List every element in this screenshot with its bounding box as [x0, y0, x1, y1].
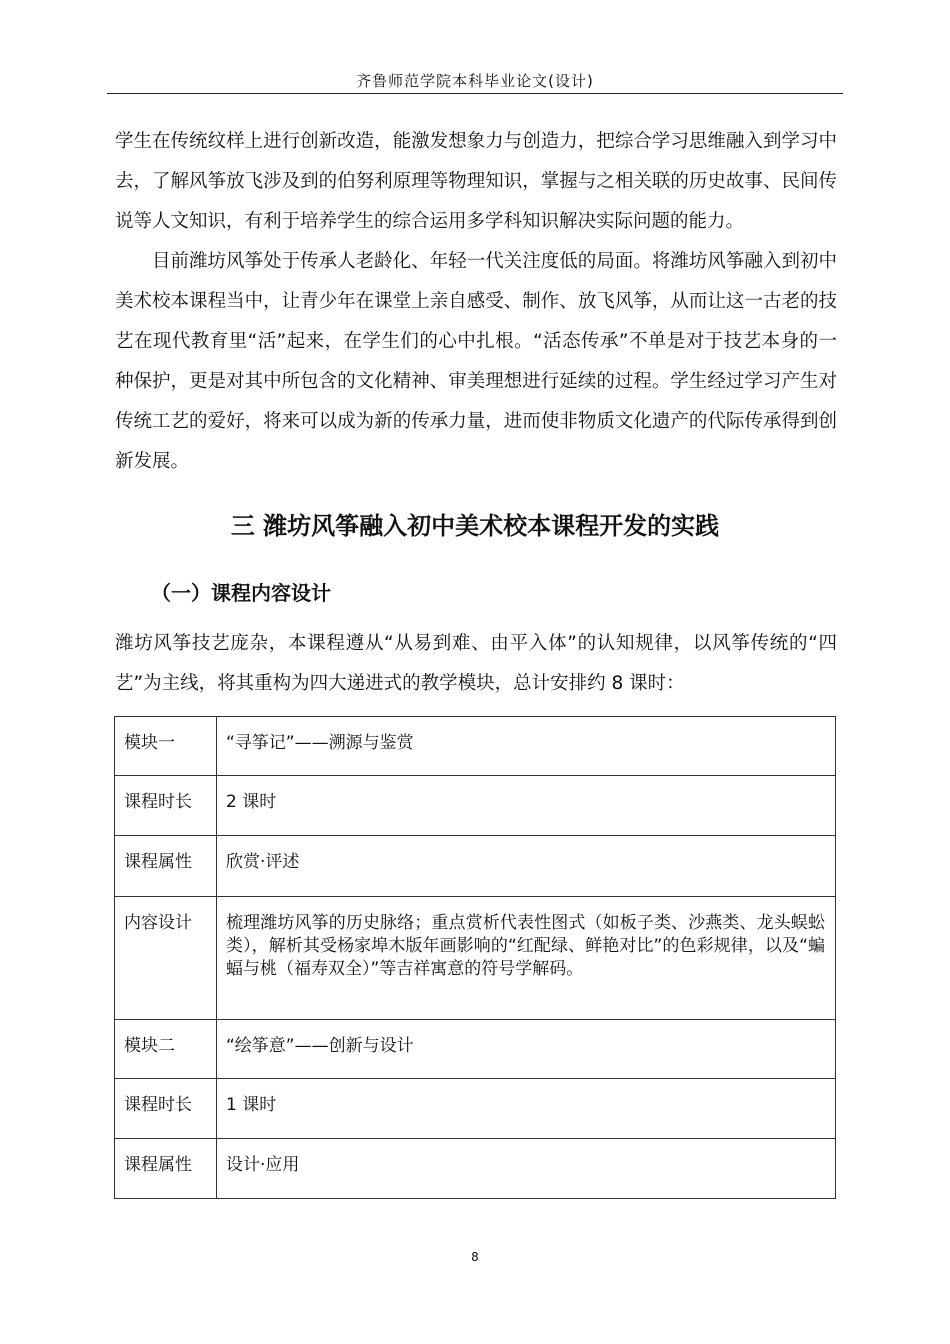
body-paragraph-2: 目前潍坊风筝处于传承人老龄化、年轻一代关注度低的局面。将潍坊风筝融入到初中美术校本课程当中，让青少年在课堂上亲自感受、制作、放飞风筝，从而让这一古老的技艺在现代教育里“活”起来，在学生们的心中扎根。“活态传承”不单是对于技艺本身的一种保护，更是对其中所包含的文化精神、审美理想进行延续的过程。学生经过学习产生对传统工艺的爱好，将来可以成为新的传承力量，进而使非物质文化遗产的代际传承得到创新发展。 [115, 251, 837, 472]
row-key: 课程时长 [115, 1079, 217, 1139]
row-key: 内容设计 [115, 897, 217, 1020]
page-number: 8 [471, 1250, 479, 1264]
table-row [115, 1139, 836, 1199]
row-value: 2 课时 [217, 776, 836, 836]
table-row [115, 836, 836, 897]
row-value: 1 课时 [217, 1079, 836, 1139]
table-row [115, 1020, 836, 1079]
table-row [115, 897, 836, 1020]
subsection-heading: （一）课程内容设计 [151, 581, 331, 605]
running-header: 齐鲁师范学院本科毕业论文(设计) [356, 72, 594, 90]
row-value: 设计·应用 [217, 1139, 836, 1199]
course-module-table [114, 716, 836, 1199]
row-value: “绘筝意”——创新与设计 [217, 1020, 836, 1079]
section-heading: 三 潍坊风筝融入初中美术校本课程开发的实践 [230, 512, 720, 540]
table-row [115, 1079, 836, 1139]
body-paragraph-3: 潍坊风筝技艺庞杂，本课程遵从“从易到难、由平入体”的认知规律，以风筝传统的“四艺”为主线，将其重构为四大递进式的教学模块，总计安排约 8 课时： [115, 633, 837, 694]
row-value: 梳理潍坊风筝的历史脉络；重点赏析代表性图式（如板子类、沙燕类、龙头蜈蚣类），解析其受杨家埠木版年画影响的“红配绿、鲜艳对比”的色彩规律，以及“蝙蝠与桃（福寿双全）”等吉祥寓意的符号学解码。 [217, 897, 836, 1020]
row-key: 模块二 [115, 1020, 217, 1079]
row-key: 课程时长 [115, 776, 217, 836]
table-row [115, 717, 836, 776]
header-divider [107, 93, 843, 94]
table-row [115, 776, 836, 836]
row-key: 课程属性 [115, 1139, 217, 1199]
row-value: “寻筝记”——溯源与鉴赏 [217, 717, 836, 776]
row-value: 欣赏·评述 [217, 836, 836, 897]
row-key: 课程属性 [115, 836, 217, 897]
row-key: 模块一 [115, 717, 217, 776]
body-paragraph-1: 学生在传统纹样上进行创新改造，能激发想象力与创造力，把综合学习思维融入到学习中去，了解风筝放飞涉及到的伯努利原理等物理知识，掌握与之相关联的历史故事、民间传说等人文知识，有利于培养学生的综合运用多学科知识解决实际问题的能力。 [115, 131, 837, 232]
